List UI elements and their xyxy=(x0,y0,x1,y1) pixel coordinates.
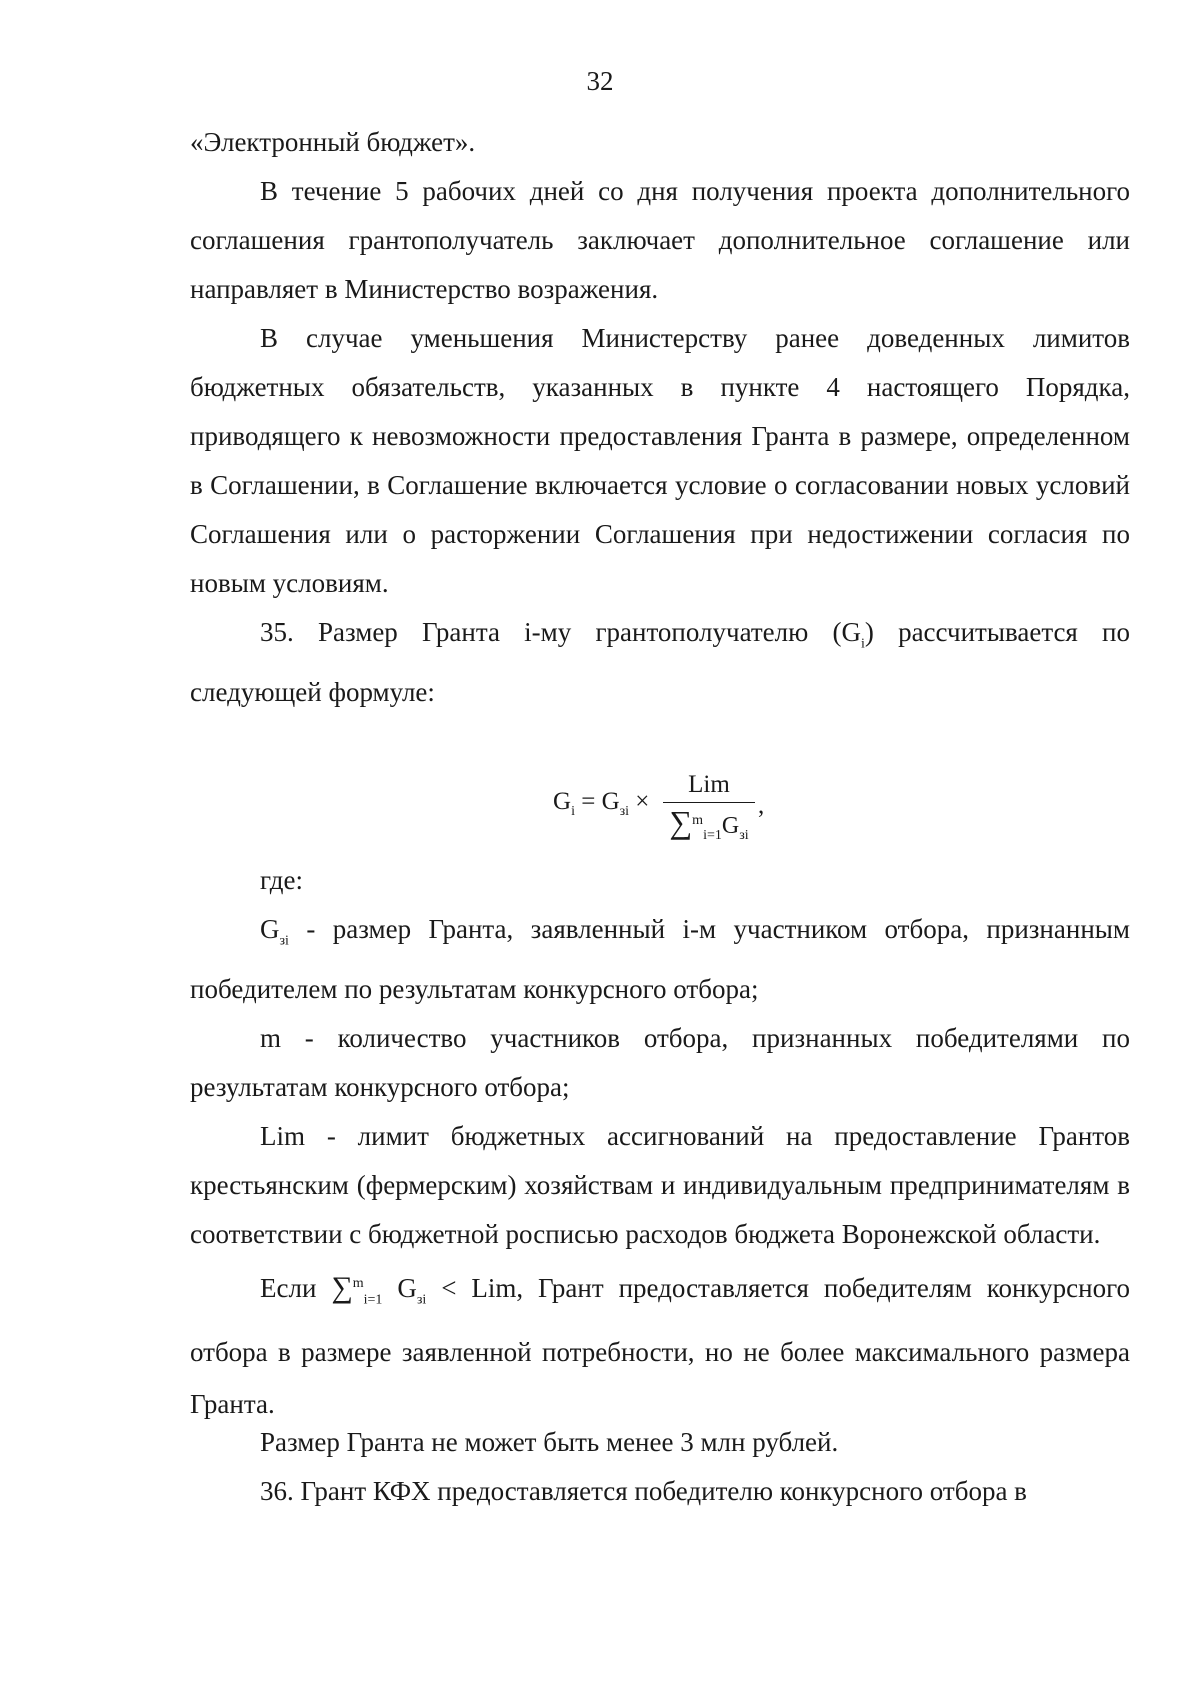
paragraph-electronic-budget: «Электронный бюджет». xyxy=(190,127,476,157)
text-block-top xyxy=(190,118,1130,717)
paragraph-limits-reduction: В случае уменьшения Министерству ранее доведенных лимитов бюджетных обязательств, указанных в пункте 4 настоящего Порядка, приводящего к невозможности предоставления Гранта в размере, определенном в Соглашении, в Соглашение включается условие о согласовании новых условий Соглашения или о расторжении Соглашения при недостижении согласия по новым условиям. xyxy=(190,323,1130,598)
fraction-bar xyxy=(663,802,755,803)
text-block-definitions xyxy=(190,856,1130,1259)
paragraph-lim-definition: Lim - лимит бюджетных ассигнований на предоставление Грантов крестьянским (фермерским) хозяйствам и индивидуальным предпринимателям в соответствии с бюджетной росписью расходов бюджета Воронежской области. xyxy=(190,1121,1130,1250)
text-block-bottom xyxy=(190,1418,1130,1516)
paragraph-item-36: 36. Грант КФХ предоставляется победителю конкурсного отбора в xyxy=(260,1476,1027,1506)
paragraph-additional-agreement: В течение 5 рабочих дней со дня получения проекта дополнительного соглашения грантополучатель заключает дополнительное соглашение или направляет в Министерство возражения. xyxy=(190,176,1130,304)
paragraph-item-35: 35. Размер Гранта i-му грантополучателю $(G_i)$ рассчитывается по следующей формуле: xyxy=(190,617,1131,708)
page-number: 32 xyxy=(586,66,614,96)
paragraph-m-definition: m - количество участников отбора, признанных победителями по результатам конкурсного отбора; xyxy=(190,1023,1130,1103)
formula-fraction xyxy=(663,770,755,850)
grant-formula xyxy=(553,770,833,850)
text-block-condition xyxy=(190,1258,1130,1430)
formula-left-side: $G_i = G_{зi}$ × xyxy=(553,788,650,819)
paragraph-min-grant: Размер Гранта не может быть менее 3 млн рублей. xyxy=(260,1427,839,1457)
paragraph-where: где: xyxy=(260,865,303,895)
formula-numerator: Lim xyxy=(688,771,730,798)
paragraph-gz-definition: $G_{зi}$ - размер Гранта, заявленный i-м участником отбора, признанным победителем по результатам конкурсного отбора; xyxy=(190,914,1130,1005)
formula-comma: , xyxy=(758,792,765,819)
formula-denominator: $\sum^m_{i=1}G_{зi}$ xyxy=(669,804,749,843)
paragraph-if-condition: Если ∑$^m_{i=1}$ $G_{зi}$ < Lim, Грант предоставляется победителям конкурсного отбора в размере заявленной потребности, но не более максимального размера Гранта. xyxy=(190,1271,1130,1420)
